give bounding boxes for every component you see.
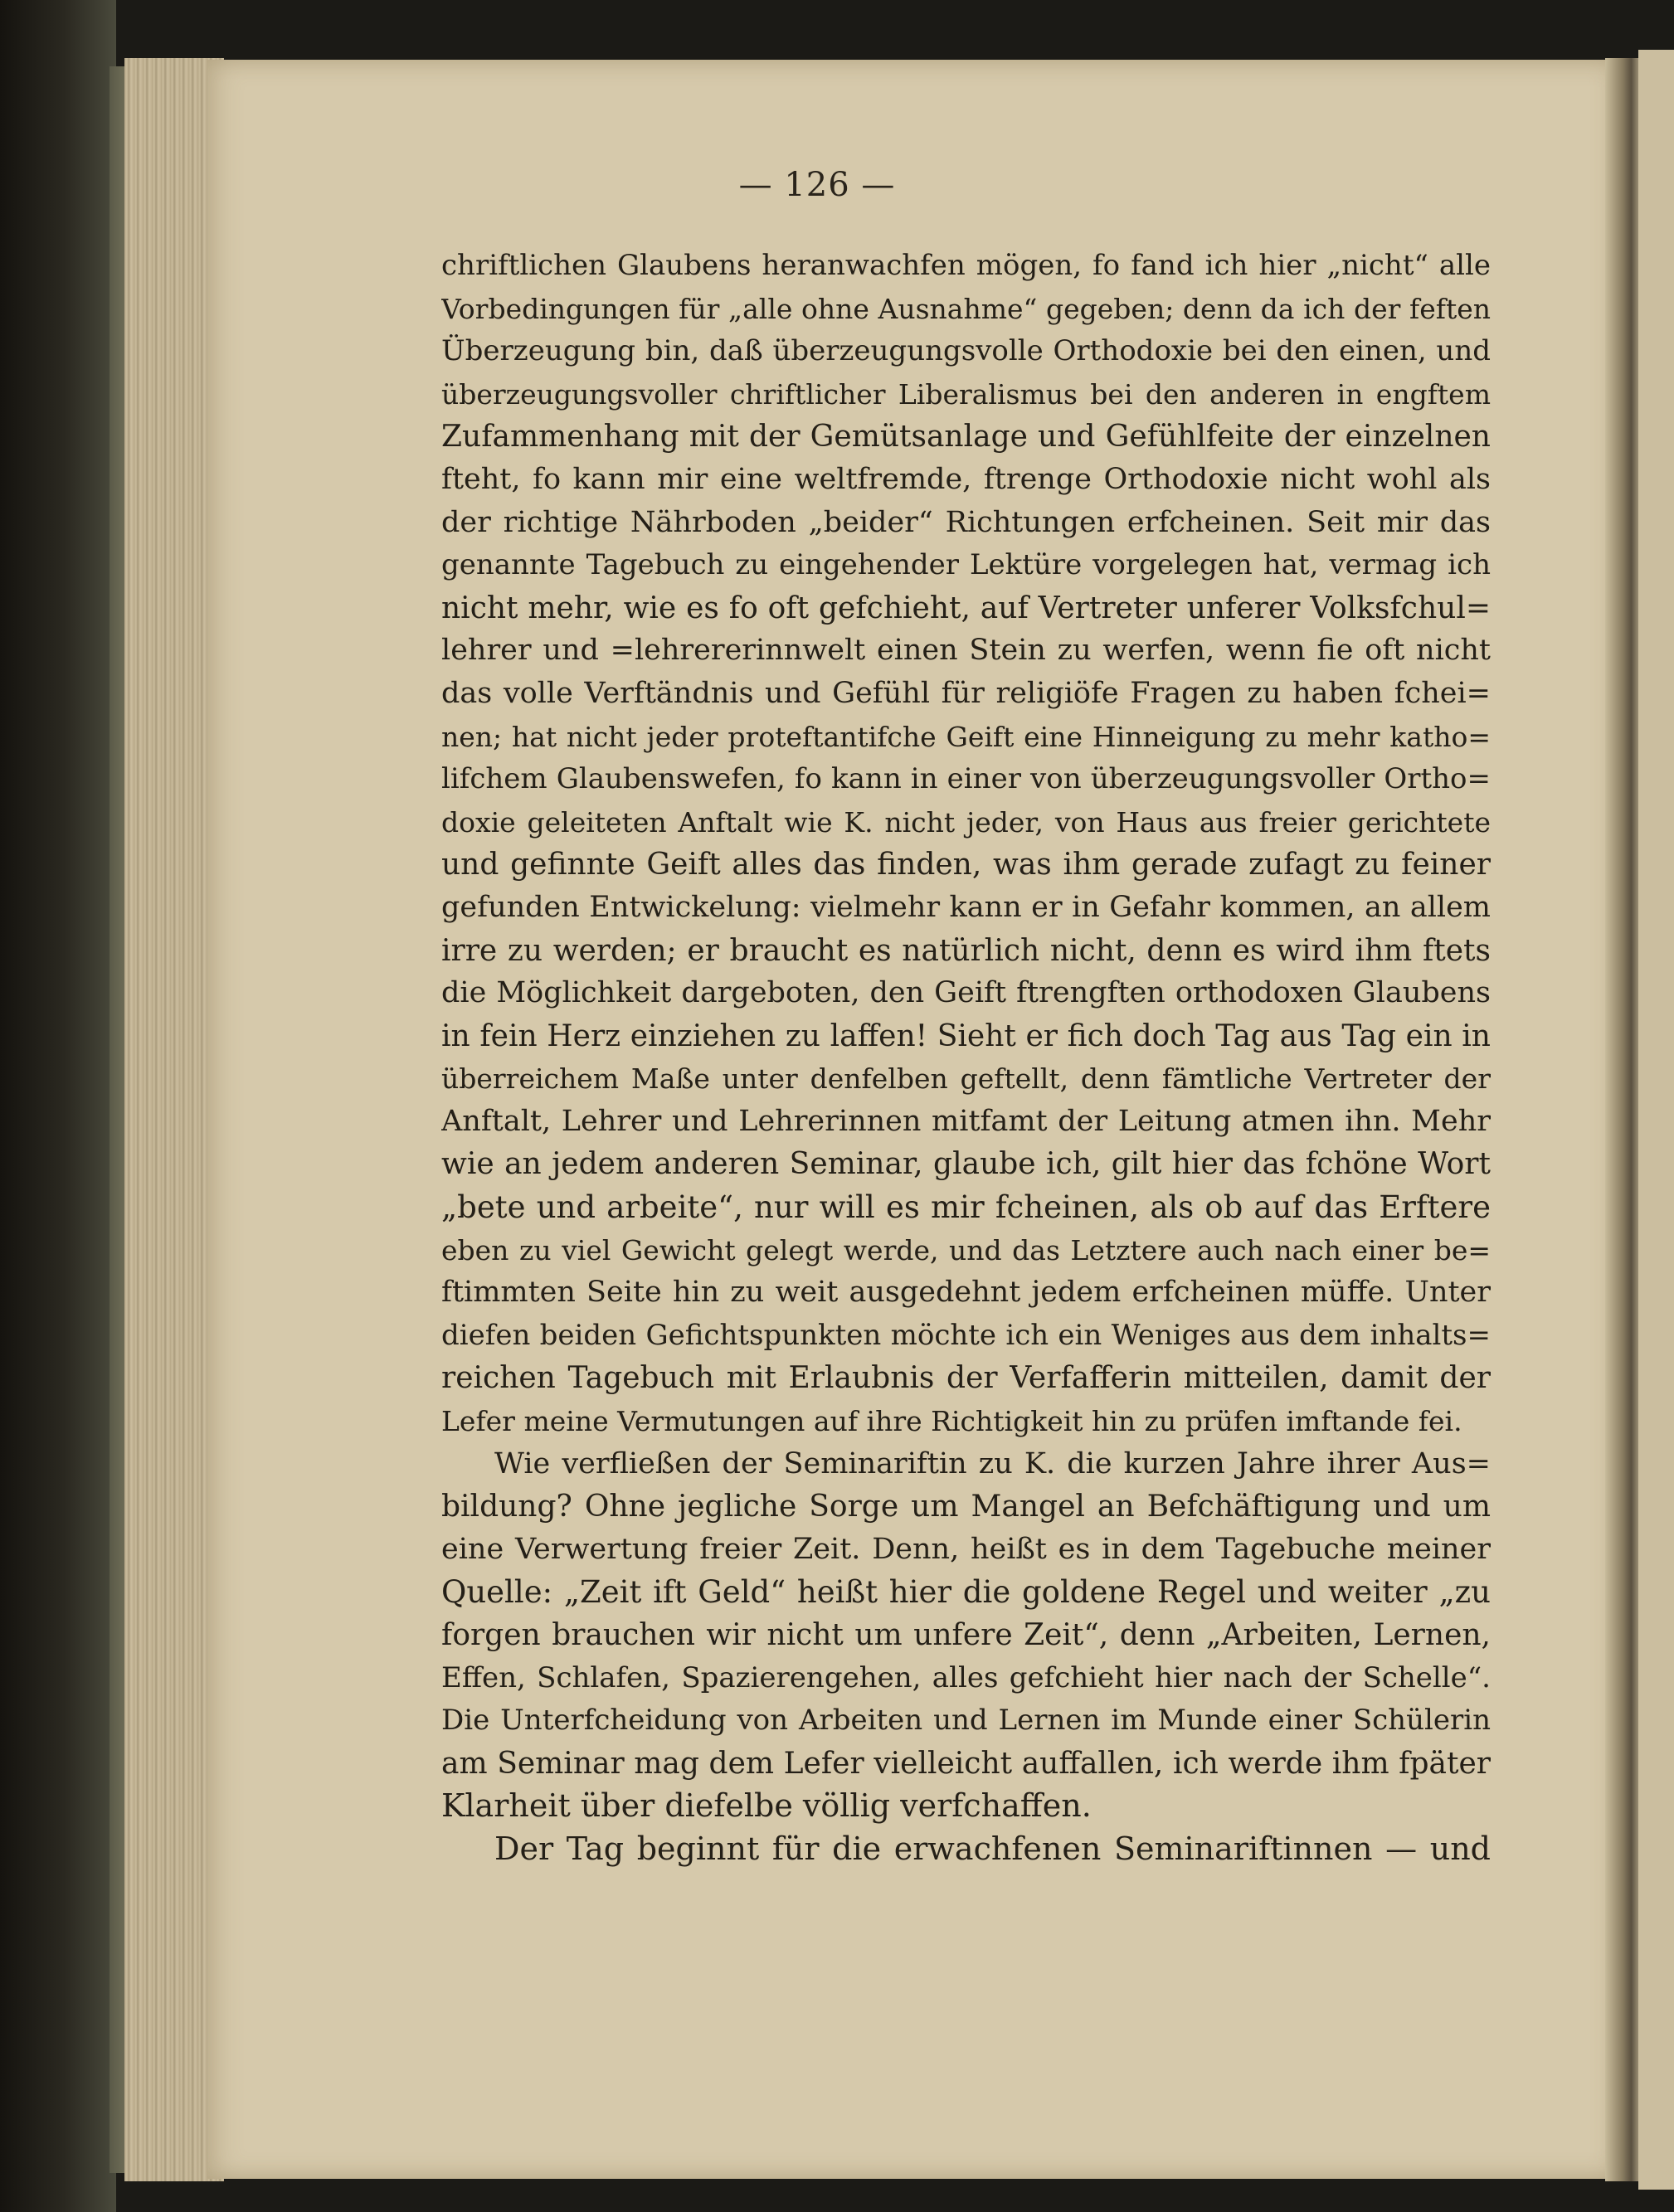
text-line: lifchem Glaubenswefen, fo kann in einer von überzeugungsvoller Ortho= <box>441 762 1491 796</box>
body-text <box>441 245 1491 1871</box>
text-line: ftimmten Seite hin zu weit ausgedehnt jedem erfcheinen müffe. Unter <box>441 1276 1491 1310</box>
text-line: überreichem Maße unter denfelben geftellt, denn fämtliche Vertreter der <box>441 1062 1491 1096</box>
text-line: Der Tag beginnt für die erwachfenen Seminariftinnen — und <box>494 1830 1491 1867</box>
text-line: Lefer meine Vermutungen auf ihre Richtigkeit hin zu prüfen imftande fei. <box>441 1405 1462 1438</box>
binding-strip <box>109 66 124 2173</box>
text-line: wie an jedem anderen Seminar, glaube ich, gilt hier das fchöne Wort <box>441 1147 1491 1182</box>
text-line: Vorbedingungen für „alle ohne Ausnahme“ gegeben; denn da ich der feften <box>441 292 1491 325</box>
text-line: „bete und arbeite“, nur will es mir fcheinen, als ob auf das Erftere <box>441 1189 1491 1226</box>
text-line: nicht mehr, wie es fo oft gefchieht, auf Vertreter unferer Volksfchul= <box>441 591 1491 625</box>
text-line: Wie verfließen der Seminariftin zu K. die kurzen Jahre ihrer Aus= <box>494 1446 1491 1480</box>
page-gutter <box>1605 58 1642 2181</box>
text-line: lehrer und =lehrererinnwelt einen Stein zu werfen, wenn fie oft nicht <box>441 634 1491 668</box>
text-line: bildung? Ohne jegliche Sorge um Mangel an Befchäftigung und um <box>441 1490 1491 1524</box>
next-page-edge <box>1638 50 1674 2190</box>
text-line: doxie geleiteten Anftalt wie K. nicht jeder, von Haus aus freier gerichtete <box>441 805 1491 839</box>
text-line: Klarheit über diefelbe völlig verfchaffen. <box>441 1787 1092 1825</box>
text-line: fteht, fo kann mir eine weltfremde, ftrenge Orthodoxie nicht wohl als <box>441 462 1491 496</box>
text-line: diefen beiden Gefichtspunkten möchte ich ein Weniges aus dem inhalts= <box>441 1318 1491 1352</box>
text-line: in fein Herz einziehen zu laffen! Sieht er fich doch Tag aus Tag ein in <box>441 1018 1491 1053</box>
text-line: eine Verwertung freier Zeit. Denn, heißt es in dem Tagebuche meiner <box>441 1532 1491 1566</box>
text-line: gefunden Entwickelung: vielmehr kann er in Gefahr kommen, an allem <box>441 890 1491 924</box>
text-line: Die Unterfcheidung von Arbeiten und Lernen im Munde einer Schülerin <box>441 1704 1491 1738</box>
text-line: irre zu werden; er braucht es natürlich nicht, denn es wird ihm ftets <box>441 933 1491 968</box>
text-line: Überzeugung bin, daß überzeugungsvolle Orthodoxie bei den einen, und <box>441 334 1491 368</box>
page-number: — 126 — <box>738 166 896 204</box>
text-line: chriftlichen Glaubens heranwachfen mögen, fo fand ich hier „nicht“ alle <box>441 249 1491 282</box>
text-line: am Seminar mag dem Lefer vielleicht auffallen, ich werde ihm fpäter <box>441 1746 1491 1781</box>
text-line: Quelle: „Zeit ift Geld“ heißt hier die goldene Regel und weiter „zu <box>441 1574 1491 1611</box>
text-line: reichen Tagebuch mit Erlaubnis der Verfafferin mitteilen, damit der <box>441 1361 1491 1396</box>
text-line: überzeugungsvoller chriftlicher Liberalismus bei den anderen in engftem <box>441 377 1491 411</box>
text-line: und gefinnte Geift alles das finden, was ihm gerade zufagt zu feiner <box>441 848 1491 882</box>
text-line: Effen, Schlafen, Spazierengehen, alles gefchieht hier nach der Schelle“. <box>441 1660 1491 1694</box>
text-line: die Möglichkeit dargeboten, den Geift ftrengften orthodoxen Glaubens <box>441 976 1491 1010</box>
text-line: genannte Tagebuch zu eingehender Lektüre vorgelegen hat, vermag ich <box>441 548 1491 582</box>
text-line: eben zu viel Gewicht gelegt werde, und das Letztere auch nach einer be= <box>441 1233 1491 1266</box>
text-line: nen; hat nicht jeder proteftantifche Geift eine Hinneigung zu mehr katho= <box>441 720 1491 753</box>
text-line: der richtige Nährboden „beider“ Richtungen erfcheinen. Seit mir das <box>441 505 1491 539</box>
text-line: Anftalt, Lehrer und Lehrerinnen mitfamt der Leitung atmen ihn. Mehr <box>441 1104 1491 1138</box>
text-line: das volle Verftändnis und Gefühl für religiöfe Fragen zu haben fchei= <box>441 676 1491 710</box>
book-binding <box>0 0 116 2212</box>
text-line: forgen brauchen wir nicht um unfere Zeit“, denn „Arbeiten, Lernen, <box>441 1618 1491 1652</box>
text-line: Zufammenhang mit der Gemütsanlage und Gefühlfeite der einzelnen <box>441 420 1491 455</box>
